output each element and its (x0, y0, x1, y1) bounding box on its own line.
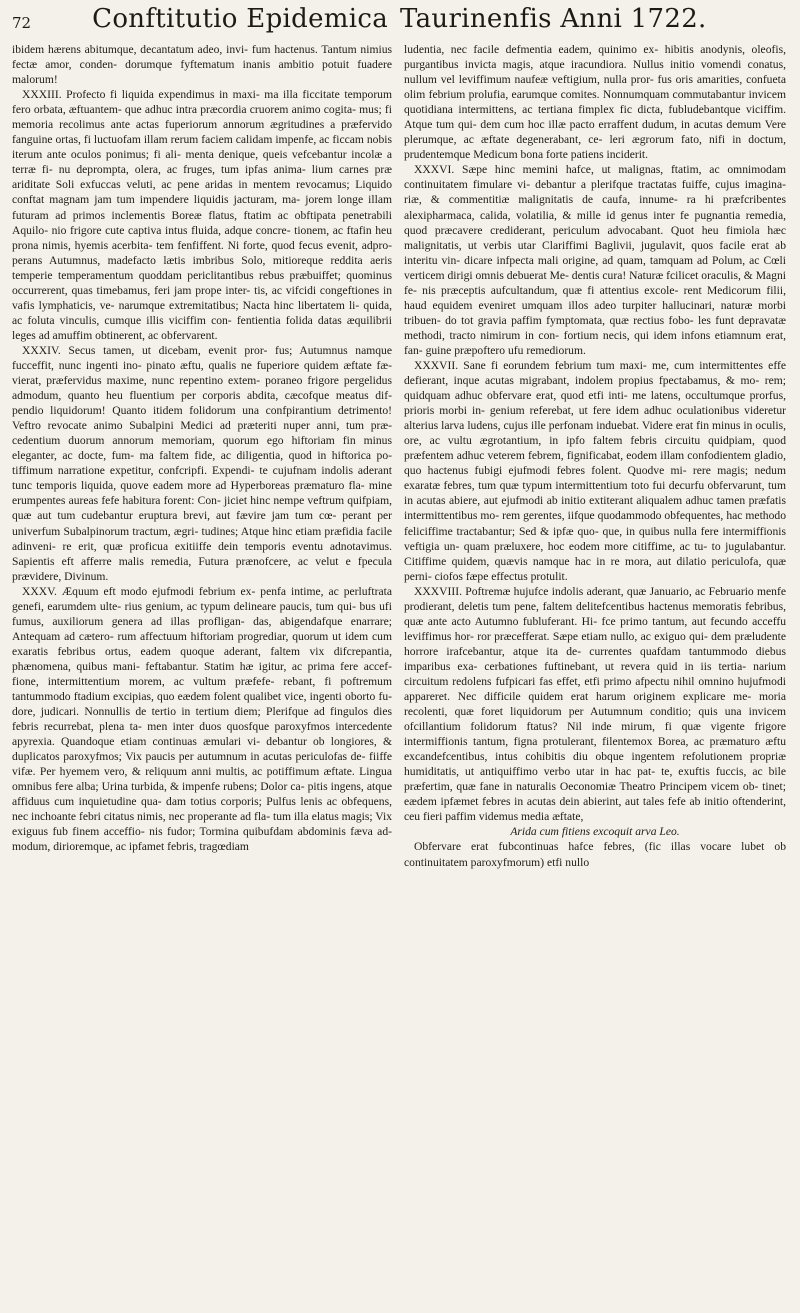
paragraph: Obfervare erat fubcontinuas hafce febres, (fic illas vocare lubet ob continuitatem paroxyfmorum) etfi nullo (404, 840, 786, 869)
paragraph: XXXVIII. Poftremæ hujufce indolis aderant, quæ Januario, ac Februario menfe prodierant, deletis tum pene, faltem delitefcentibus hactenus memoratis febribus, quæ ante acto Autumno fubluferant. Hi- fce primo tantum, aut fecundo acceffu leviffimus hor- ror præcefferat. Sæpe etiam nullo, ac exiguo qui- dem præludente horrore irafcebantur, atque ita de- currentes quafdam tantummodo diebus imparibus exa- cerbationes fuftinebant, ut revera quid in iis tertia- narium circuitum redolens fufpicari fas effet, etfi primo afpectu nihil omnino hujufmodi appareret. Nec difficile quidem erat harum originem explicare me- moria recolenti, quæ foret liquidorum per Autumnum conditio; quis una invicem ofcillantium folidorum ftatus? Nil inde mirum, fi quæ vigente frigore intermiffionis tantum, figna protulerant, filentemox Borea, ac præmaturo æftu excandefcentibus, intus cohibitis diu obque ingentem refolutionem propriæ humiditatis, ut antiquiffimo verbo utar in hac pat- te, exuftis fuccis, ac bile præfertim, quæ fane in naturalis Oeconomiæ Theatro Principem vicem ob- tinet; eædem ipfæmet febres in acutas dein abierint, aut tales fefe ab initio oftenderint, ceu fieri paffim videmus media æftate, (404, 584, 786, 824)
paragraph: XXXIII. Profecto fi liquida expendimus in maxi- ma illa ficcitate temporum fero orbata, æftuantem- que adhuc intra præcordia cruorem animo cogita- mus; fi memoria recolimus ante actas fuperiorum annorum ægritudines a præfervido fanguine ortas, fi luctuofam illam rerum faciem calidam impenfe, ac ficcam nobis iterum ante oculos ponimus; fi ali- menta denique, queis vefcebantur incolæ a terræ fi- nu deprompta, olera, ac fruges, tum ipfas anima- lium carnes præ ariditate Soli exfuccas veluti, ac pene aridas in mentem revocamus; Liquido conftat magnam jam tum impendere liquidis jacturam, ma- jorem longe illam futuram ad primos inclementis Boreæ flatus, ftatim ac obftipata penetrabili Aquilo- nio frigore cute captiva intus fluida, adque concre- tionem, ac ftafin heu prona nimis, hyemis acerbita- tem fenfiffent. Ni forte, quod fecus evenit, adpro- perans Autumnus, madefacto lætis imbribus Solo, mitioreque reddita aeris temperie temperamentum quoddam periclitantibus rebus præbuiffet; quominus occurrerent, quas timebamus, feri jam prope inter- tis, ac vifcidi congeftiones in vafis lymphaticis, ve- narumque extremitatibus; Nacta hinc libertatem li- quida, ac foluta vinculis, cumque illis viciffim con- fentientia folida datas æquilibrii leges ad amuffim obtinerent, ac obfervarent. (12, 88, 392, 342)
page-header (0, 2, 800, 42)
paragraph: XXXIV. Secus tamen, ut dicebam, evenit pror- fus; Autumnus namque fucceffit, nunc ingenti ino- pinato æftu, qualis ne fuperiore quidem æftate fæ- vierat, præfervidus maxime, nunc repentino extem- poraneo frigore pergelidus admodum, quanto heu fluentium per corporis abdita, cæcofque meatus dif- pendio liquidorum! Quanto itidem folidorum una confpirantium detrimento! Veftro revocate animo Subalpini Medici ad præteriti nuper anni, tum præ- cedentium duorum annorum memoriam, quorum ego hiftoriam fin minus eleganter, ac docte, fum- ma faltem fide, ac diligentia, quod in hiftorica po- tiffimum narratione expetitur, confcripfi. Expendi- te cujufnam indolis aderant tunc temporis liquida, quove eadem more ad Hyperboreas præmaturo fla- mine erumpentes aureas fefe habitura forent: Con- jiciet hinc nempe veftrum quifpiam, quæ aut tum cudebantur eruptura brevi, aut fævire jam tum cœ- perant per univerfum Subalpinorum tractum, ægri- tudines; Atque hinc etiam præfidia facile adinveni- re erit, quæ proficua exitiiffe dein temporis eventu adnotavimus. Sapientis eft afferre malis remedia, Futura prænofcere, ac velut e fpecula prævidere, Divinum. (12, 343, 392, 583)
right-column (404, 42, 786, 1304)
paragraph: XXXV. Æquum eft modo ejufmodi febrium ex- penfa intime, ac perluftrata genefi, earumdem ulte- rius genium, ac typum delineare paucis, tum qui- bus ufi fumus, auxiliorum genera ad illas profligan- das, abigendafque enarrare; Antequam ad cætero- rum affectuum hiftoriam progrediar, quorum ut idem cum exaratis febribus ortus, eadem quoque aderant, faltem vix difcrepantia, phænomena, quibus mani- feftabantur. Statim hæ igitur, ac prima fere accef- fione, intermittentium morem, ac vultum præfefe- rebant, fi poftremum tantummodo ftadium excipias, quo eædem folent qualibet vice, ingenti oborto fu- dore, judicari. Nonnullis de tertio in tertium diem; Plerifque ad fingulos dies febris recurrebat, plena ta- men inter duos quosfque paroxyfmos intercedente apyrexia. Quandoque etiam continuas æmulari vi- debantur ob longiores, & duplicatos paroxyfmos; Vix paucis per autumnum in acutas periculofas de- fiiffe vifæ. Per hyemem vero, & reliquum anni multis, ac potiffimum æftate. Lingua omnibus fere alba; Urina turbida, & impenfe rubens; Dolor ca- pitis ingens, atque affiduus cum inquietudine qua- dam totius corporis; Pulfus lenis ac obfequens, nec inchoante febri citatus nimis, nec properante ad fla- tum illa elatus magis; Vix exiguus fub finem acceffio- nis fudor; Tormina quibufdam abdominis fæva ad- modum, dirioremque, ac ipfamet febris, tragœdiam (12, 584, 392, 854)
running-title-left: Conftitutio Epidemica (92, 4, 388, 34)
running-title-right: Taurinenfis Anni 1722. (400, 4, 707, 34)
paragraph: ibidem hærens abitumque, decantatum adeo, invi- fum hactenus. Tantum nimius fectæ amor, conden- dorumque fyftematum inanis ambitio potuit fuadere malorum! (12, 43, 392, 87)
paragraph: ludentia, nec facile defmentia eadem, quinimo ex- hibitis anodynis, oleofis, purgantibus invicta magis, atque iracundiora. Nullus initio vomendi conatus, nullum vel leviffimum naufeæ veftigium, nulla pror- fus oris amarities, confueta olim febrium prolufia, earumque comites. Nonnumquam commutabantur invicem quotidiana intermittens, ac tertiana fimplex fic dicta, fubludebantque viciffim. Atque tum qui- dem cum hoc illæ pacto erraffent dudum, in acutas demum Vere plerumque, ac æftate degenerabant, ce- leri ægrorum fato, nifi in doctum, prudentemque Medicum bona forte patiens inciderit. (404, 43, 786, 162)
left-column (12, 42, 392, 1304)
verse-quote: Arida cum fitiens excoquit arva Leo. (510, 825, 680, 839)
paragraph: XXXVII. Sane fi eorundem febrium tum maxi- me, cum intermittentes effe defierant, inque acutas migrabant, indolem propius fpectabamus, & mo- rem; quidquam adhuc obfervare erat, quod etfi inti- me latens, occultumque prorfus, prioris morbi in- genium referebat, ut fere idem adhuc oculationibus videretur alterius larva ludens, cujus ille perfonam induebat. Videre erat fin minus in oculis, ore, ac vultu ægrotantium, in ipfo faltem febris circuitu quidpiam, quod præfentem adhuc veterem febrem, fignificabat, eodem illam confodientem gladio, quo hactenus fubigi ejufmodi febres folent. Quodve mi- rere magis; nedum exaratæ febres, tum quæ typum intermittentium toto fui decurfu obfervarunt, tum in acutas abiere, aut ejufmodi ab initio extiterant aliqualem adhuc tamen præfatis intermittentibus mo- rem gerentes, iifque quodammodo obfequentes, hac methodo feliciffime tractabantur; Sed & ipfæ quo- que, in quibus nulla fere intermiffionis veftigia un- quam præluxere, hoc eodem more citiffime, ac tu- to jugulabantur. Citiffime quidem, quævis namque hac in re mora, aut dilatio periculofa, quæ perni- ciofos fæpe effectus protulit. (404, 358, 786, 583)
paragraph: XXXVI. Sæpe hinc memini hafce, ut malignas, ftatim, ac omnimodam continuitatem fimulare vi- debantur a plerifque tractatas fuiffe, cujus imagina- riæ, & commentitiæ malignitatis de caufa, innume- ra hi præfcribentes alexipharmaca, calida, volatilia, & mille id genus inter fe pugnantia remedia, quod præcavere crediderant, periculum advocabant. Quot heu fimiola hæc malignitatis, ut verbis utar Clariffimi Baglivii, jugulavit, quos facile erat ab interitu vin- dicare infpecta mali origine, ad quam, tamquam ad Polum, ac Cœli verticem dirigi omnis debuerat Me- dentis cura! Naturæ fcilicet oraculis, & Magni fe- nis præceptis aufcultandum, quæ fi attentius excole- rent Medicorum filii, haud equidem eveniret umquam illos adeo turpiter hallucinari, naturæ morbi tribuen- do tot gravia paffim fymptomata, quæ rectius fobo- les funt depravatæ methodi, tracto nimirum in con- fortium necis, qui idem infons etiamnum erat, fan- guine præpoftero ufu remediorum. (404, 163, 786, 357)
page-number: 72 (12, 14, 32, 32)
